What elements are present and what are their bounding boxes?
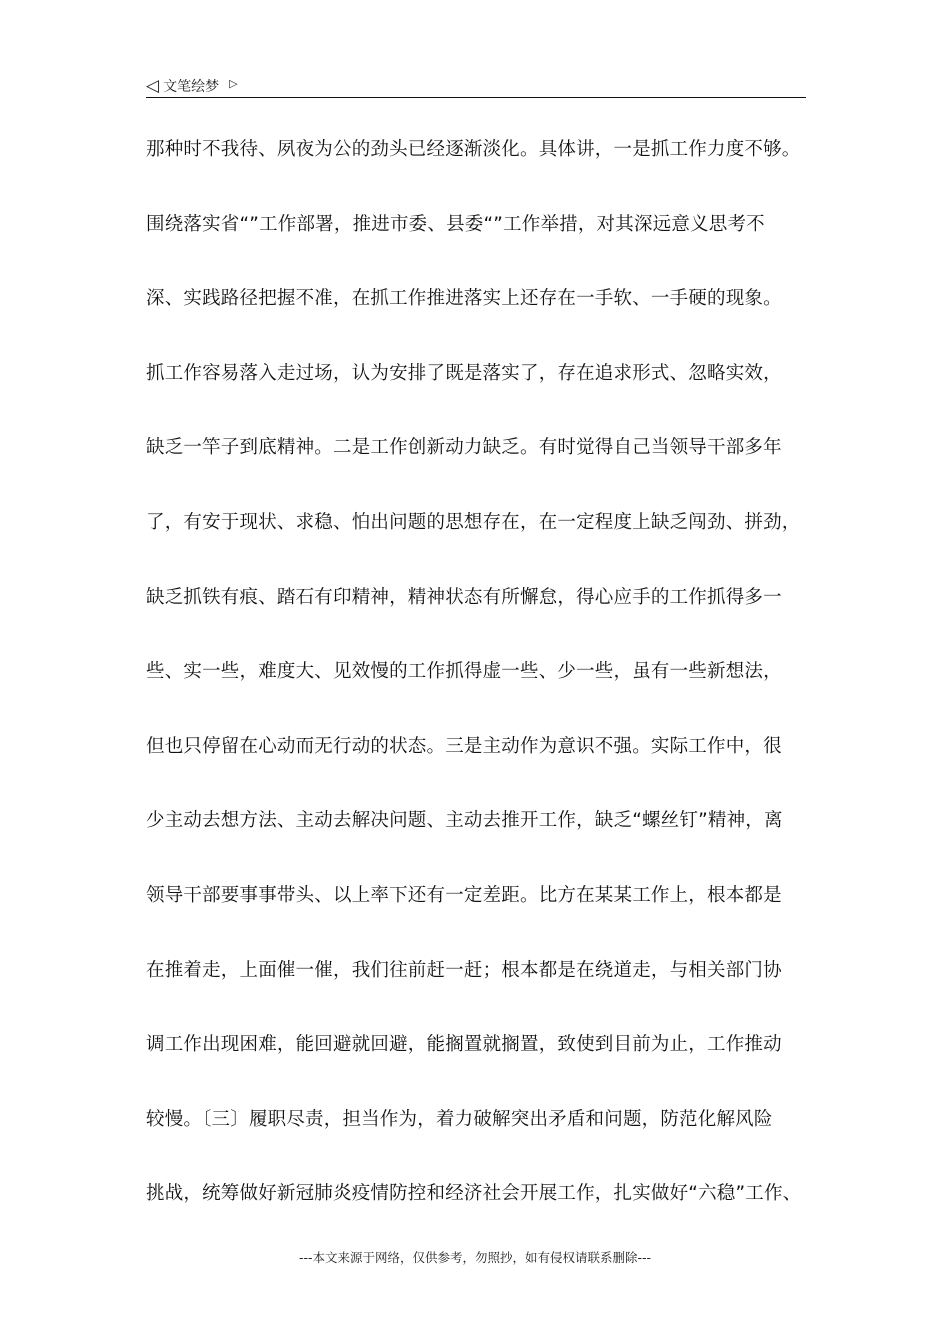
text-line: 缺乏一竿子到底精神。二是工作创新动力缺乏。有时觉得自己当领导干部多年 bbox=[146, 437, 782, 459]
page-header bbox=[146, 74, 806, 98]
text-line: 较慢。〔三〕履职尽责，担当作为，着力破解突出矛盾和问题，防范化解风险 bbox=[146, 1108, 773, 1130]
text-line: 了，有安于现状、求稳、怕出问题的思想存在，在一定程度上缺乏闯劲、拼劲， bbox=[146, 511, 801, 533]
text-line: 但也只停留在心动而无行动的状态。三是主动作为意识不强。实际工作中，很 bbox=[146, 735, 782, 757]
triangle-right-icon: ▷ bbox=[229, 76, 238, 90]
header-title: 文笔绘梦 bbox=[163, 79, 220, 95]
page-footer: ---本文来源于网络，仅供参考，勿照抄，如有侵权请联系删除--- bbox=[298, 1250, 652, 1265]
text-line: 领导干部要事事带头、以上率下还有一定差距。比方在某某工作上，根本都是 bbox=[146, 884, 782, 906]
text-line: 调工作出现困难，能回避就回避，能搁置就搁置，致使到目前为止，工作推动 bbox=[146, 1034, 782, 1056]
text-line: 在推着走，上面催一催，我们往前赶一赶；根本都是在绕道走，与相关部门协 bbox=[146, 959, 782, 981]
document-body bbox=[146, 134, 826, 1253]
text-line: 那种时不我待、夙夜为公的劲头已经逐渐淡化。具体讲，一是抓工作力度不够。 bbox=[146, 139, 801, 160]
text-line: 些、实一些，难度大、见效慢的工作抓得虚一些、少一些，虽有一些新想法， bbox=[146, 661, 782, 683]
text-line: 抓工作容易落入走过场，认为安排了既是落实了，存在追求形式、忽略实效， bbox=[146, 362, 782, 384]
text-line: 挑战，统筹做好新冠肺炎疫情防控和经济社会开展工作，扎实做好“六稳”工作、 bbox=[146, 1183, 802, 1205]
triangle-left-icon: ◁ bbox=[146, 75, 160, 96]
text-line: 深、实践路径把握不准，在抓工作推进落实上还存在一手软、一手硬的现象。 bbox=[146, 288, 782, 310]
header-divider bbox=[146, 97, 806, 98]
text-line: 缺乏抓铁有痕、踏石有印精神，精神状态有所懈怠，得心应手的工作抓得多一 bbox=[146, 586, 782, 608]
text-line: 围绕落实省“”工作部署，推进市委、县委“”工作举措，对其深远意义思考不 bbox=[146, 213, 765, 235]
text-line: 少主动去想方法、主动去解决问题、主动去推开工作，缺乏“螺丝钉”精神，离 bbox=[146, 810, 783, 832]
